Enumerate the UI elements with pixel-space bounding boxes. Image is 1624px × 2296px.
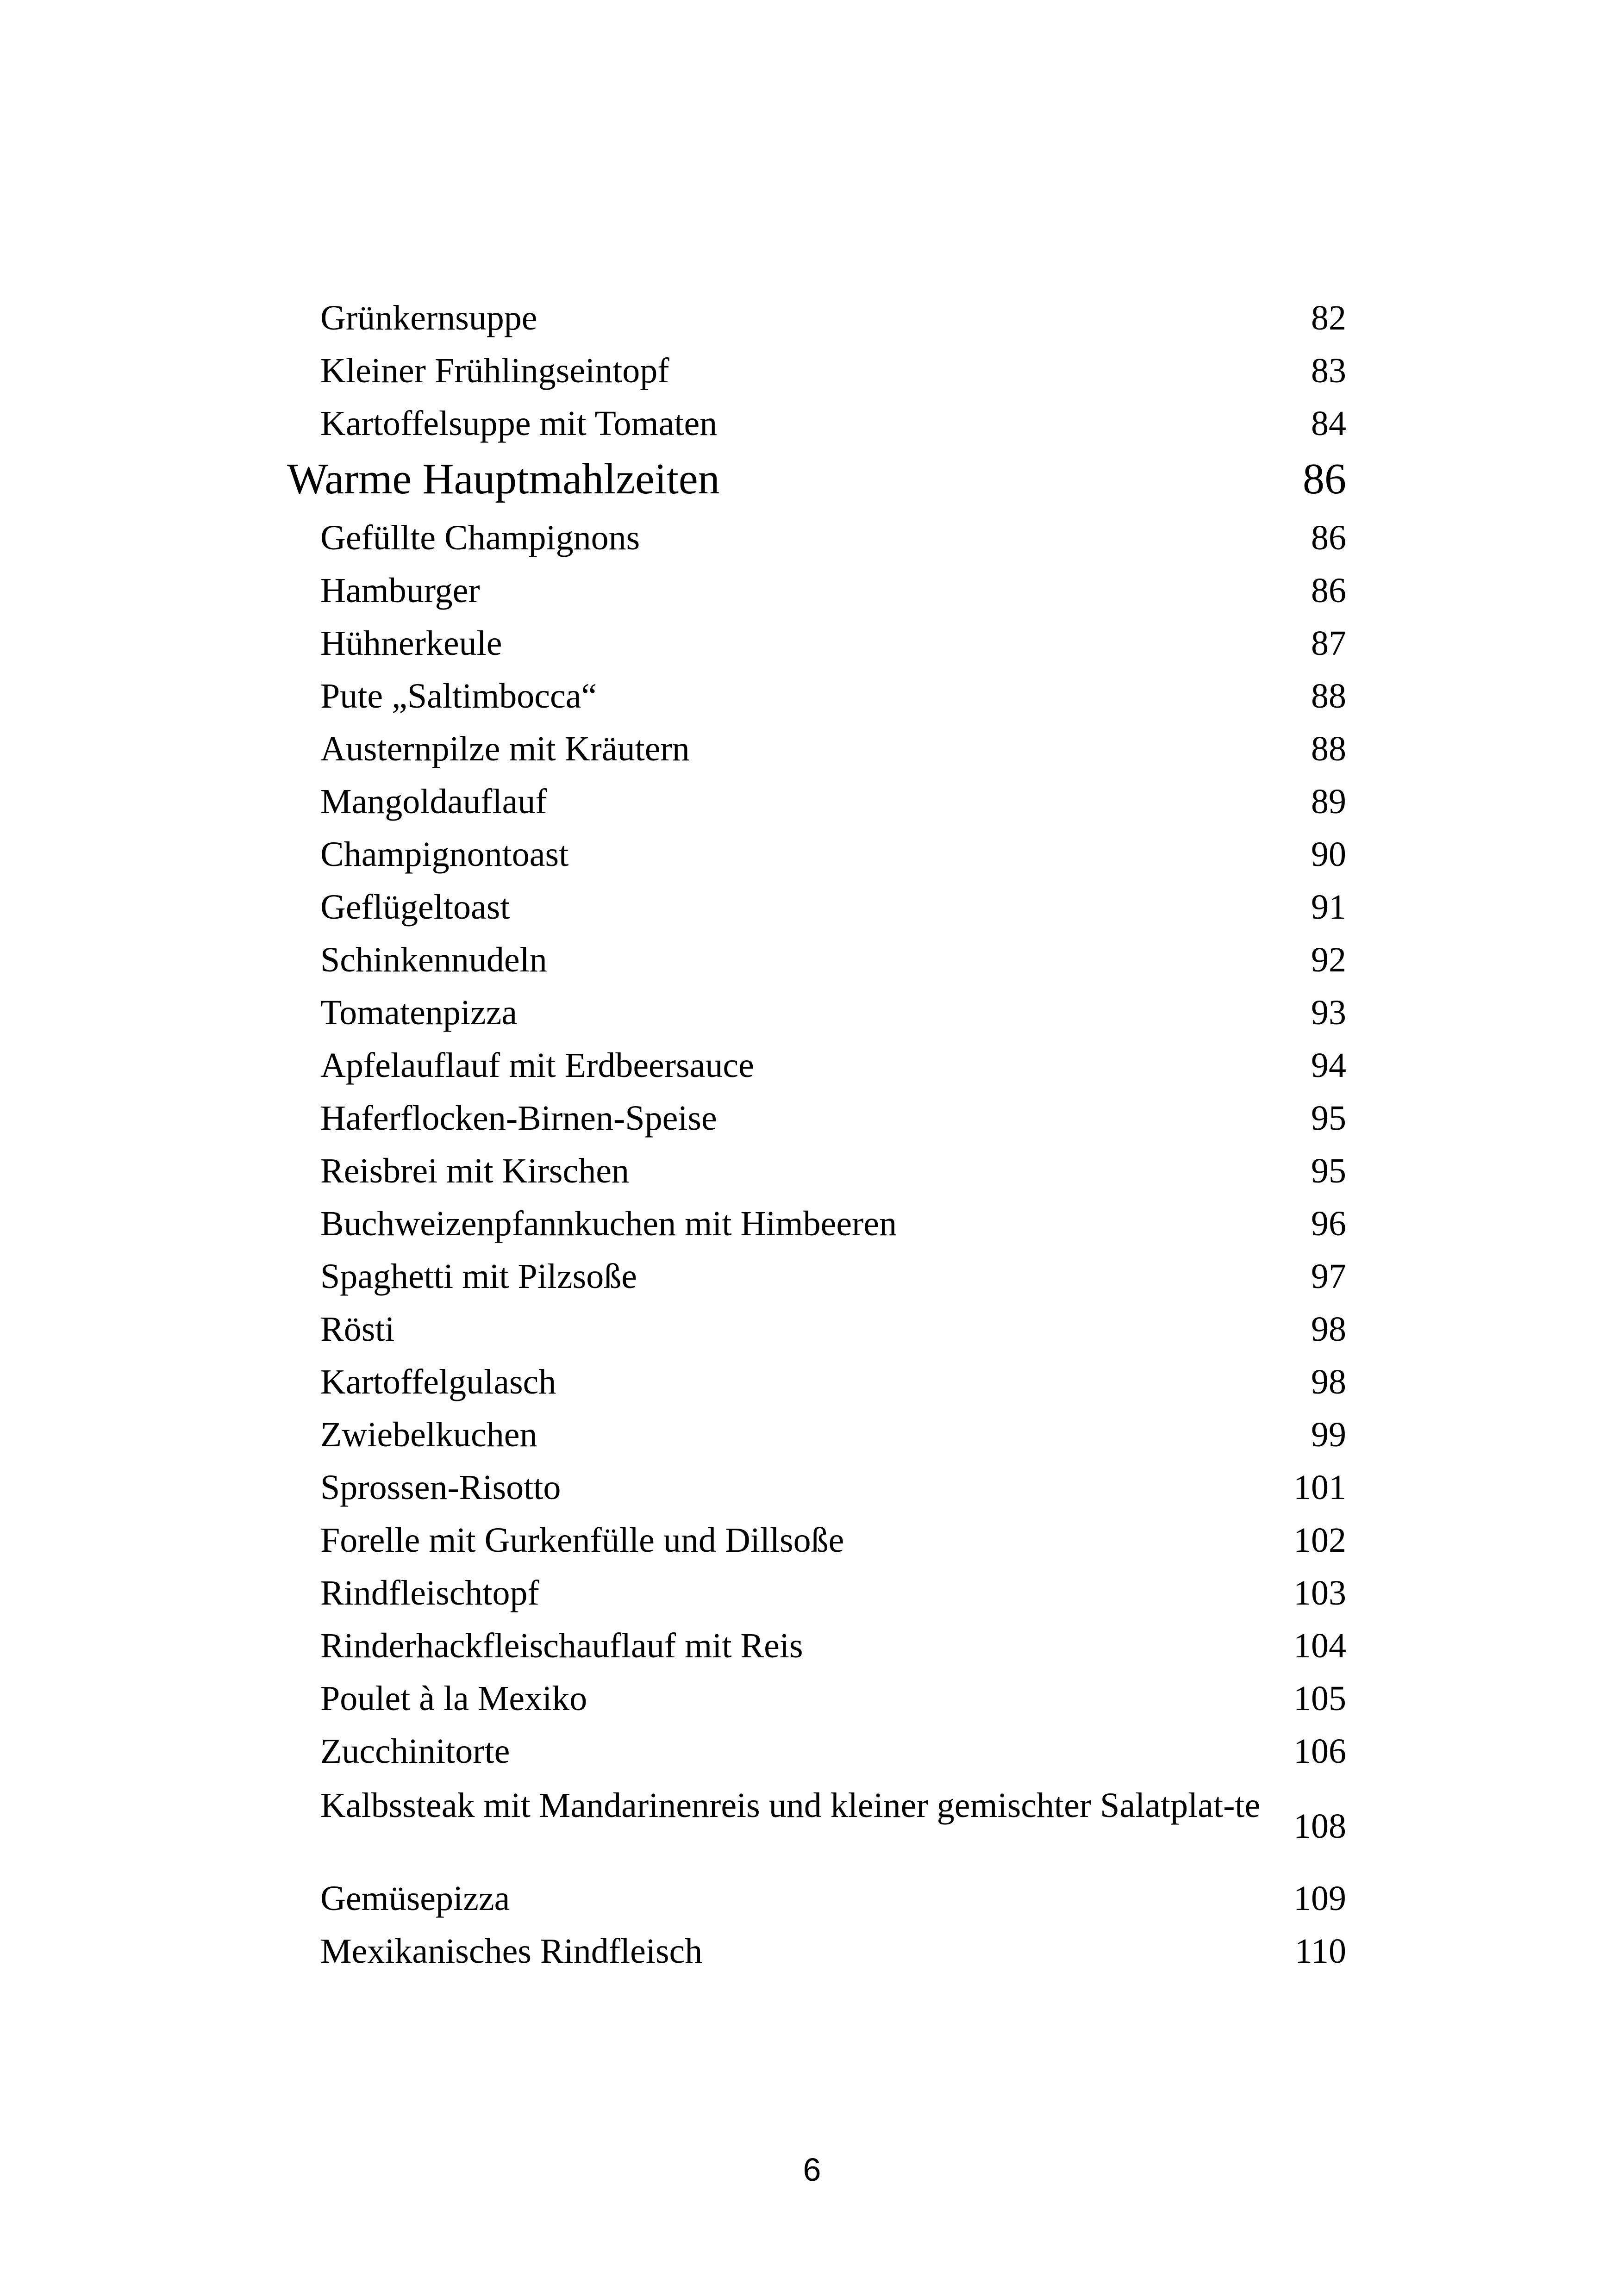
toc-page-number: 86 [1311, 518, 1346, 557]
toc-section-title: Warme Hauptmahlzeiten [287, 455, 720, 503]
toc-entry-title: Gefüllte Champignons [320, 518, 640, 557]
toc-page-number: 87 [1311, 624, 1346, 663]
toc-entry-title: Spaghetti mit Pilzsoße [320, 1257, 637, 1296]
toc-page-number: 82 [1311, 299, 1346, 337]
toc-entry-title: Buchweizenpfannkuchen mit Himbeeren [320, 1204, 897, 1243]
page-number: 6 [803, 2152, 821, 2188]
toc-page-number: 95 [1311, 1099, 1346, 1138]
toc-entry-title: Kleiner Frühlingseintopf [320, 351, 669, 390]
toc-page-number: 88 [1311, 677, 1346, 716]
toc-page-number: 95 [1311, 1151, 1346, 1190]
toc-entry-title: Haferflocken-Birnen-Speise [320, 1099, 717, 1138]
toc-page-number: 97 [1311, 1257, 1346, 1296]
toc-page-number: 94 [1311, 1046, 1346, 1085]
toc-entry-title: Rindfleischtopf [320, 1574, 539, 1612]
toc-page-number: 86 [1311, 571, 1346, 610]
toc-entry-title: Apfelauflauf mit Erdbeersauce [320, 1046, 754, 1085]
toc-entry-title: Kalbssteak mit Mandarinenreis und kleiner gemischter Salatplat-te [320, 1786, 1261, 1825]
toc-page-number: 86 [1303, 455, 1346, 503]
toc-page-number: 98 [1311, 1310, 1346, 1349]
toc-page-number: 109 [1293, 1879, 1346, 1918]
toc-entry-title: Kartoffelsuppe mit Tomaten [320, 404, 718, 443]
toc-entry-title: Austernpilze mit Kräutern [320, 729, 690, 768]
toc-page-number: 106 [1293, 1732, 1346, 1771]
toc-entry-title: Sprossen-Risotto [320, 1468, 561, 1507]
toc-entry-title: Hamburger [320, 571, 480, 610]
toc-entry-title: Mexikanisches Rindfleisch [320, 1932, 703, 1971]
toc-page-number: 104 [1293, 1626, 1346, 1665]
toc-entry-title: Gemüsepizza [320, 1879, 510, 1918]
toc-page-number: 110 [1294, 1932, 1346, 1971]
toc-page-number: 90 [1311, 835, 1346, 874]
toc-entry-title: Champignontoast [320, 835, 569, 874]
toc-page-number: 102 [1293, 1521, 1346, 1560]
toc-page-number: 101 [1293, 1468, 1346, 1507]
toc-entry-title: Tomatenpizza [320, 993, 518, 1032]
toc-page-number: 84 [1311, 404, 1346, 443]
toc-page-number: 96 [1311, 1204, 1346, 1243]
toc-entry-title: Mangoldauflauf [320, 782, 547, 821]
toc-page-number: 89 [1311, 782, 1346, 821]
toc-page-number: 88 [1311, 729, 1346, 768]
toc-entry-title: Zwiebelkuchen [320, 1415, 537, 1454]
toc-entry-title: Poulet à la Mexiko [320, 1679, 587, 1718]
toc-page-number: 103 [1293, 1574, 1346, 1612]
toc-entry-title: Pute „Saltimbocca“ [320, 677, 597, 716]
toc-entry-title: Grünkernsuppe [320, 299, 537, 337]
toc-page-number: 105 [1293, 1679, 1346, 1718]
toc-page-number: 93 [1311, 993, 1346, 1032]
toc-entry-title: Zucchinitorte [320, 1732, 510, 1771]
toc-entry-title: Kartoffelgulasch [320, 1363, 556, 1401]
toc-entry-title: Geflügeltoast [320, 888, 510, 927]
toc-entry-title: Schinkennudeln [320, 940, 547, 979]
toc-page-number: 99 [1311, 1415, 1346, 1454]
toc-page-number: 108 [1293, 1807, 1346, 1846]
toc-entry-title: Rösti [320, 1310, 395, 1349]
toc-entry-title: Hühnerkeule [320, 624, 502, 663]
toc-entry-title: Forelle mit Gurkenfülle und Dillsoße [320, 1521, 844, 1560]
toc-page-number: 83 [1311, 351, 1346, 390]
toc-entry-title: Rinderhackfleischauflauf mit Reis [320, 1626, 803, 1665]
toc-page-number: 98 [1311, 1363, 1346, 1401]
toc-page-number: 92 [1311, 940, 1346, 979]
toc-entry-title: Reisbrei mit Kirschen [320, 1151, 629, 1190]
toc-page-number: 91 [1311, 888, 1346, 927]
